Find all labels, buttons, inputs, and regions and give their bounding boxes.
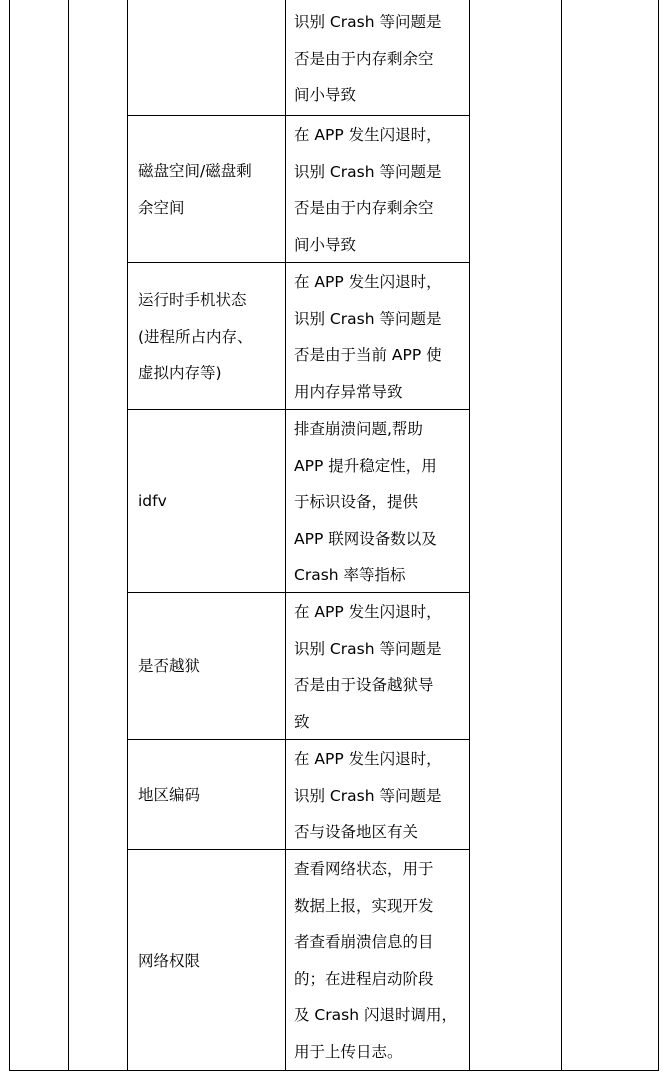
cell-line: 否是由于内存剩余空 xyxy=(294,199,434,217)
cell-line: 致 xyxy=(294,712,310,731)
cell-line: 余空间 xyxy=(138,198,185,217)
cell-line: 否是由于内存剩余空 xyxy=(294,49,434,68)
table-border-left xyxy=(9,0,10,1071)
purpose-cell xyxy=(294,851,466,1070)
cell-line: 否是由于当前 APP 使 xyxy=(294,346,442,364)
item-name-cell xyxy=(138,282,280,392)
cell-line: 运行时手机状态 xyxy=(138,291,247,309)
cell-line: 及 Crash 闪退时调用， xyxy=(294,1006,457,1024)
cell-line: 用于上传日志。 xyxy=(294,1042,403,1061)
cell-line: 用内存异常导致 xyxy=(294,382,403,401)
cell-line: 识别 Crash 等问题是 xyxy=(294,162,442,181)
cell-line: 识别 Crash 等问题是 xyxy=(294,786,442,805)
cell-line: 否是由于设备越狱导 xyxy=(294,676,434,694)
item-name-cell xyxy=(138,943,280,980)
cell-line: 否与设备地区有关 xyxy=(294,823,419,841)
purpose-cell xyxy=(294,741,466,851)
table-border-bottom xyxy=(9,1070,659,1071)
cell-line: APP 联网设备数以及 xyxy=(294,529,437,548)
cell-line: 在 APP 发生闪退时， xyxy=(294,603,442,621)
column-divider-5 xyxy=(561,0,562,1071)
cell-line: 查看网络状态，用于 xyxy=(294,860,434,878)
table-border-right xyxy=(658,0,659,1071)
cell-line: 间小导致 xyxy=(294,235,357,254)
cell-line: APP 提升稳定性，用 xyxy=(294,456,437,475)
item-name-cell xyxy=(138,483,280,520)
purpose-cell xyxy=(294,4,466,114)
cell-line: 磁盘空间/磁盘剩 xyxy=(138,162,252,180)
cell-line: 识别 Crash 等问题是 xyxy=(294,13,442,31)
item-name-cell xyxy=(138,153,280,226)
column-divider-2 xyxy=(127,0,128,1071)
cell-line: 识别 Crash 等问题是 xyxy=(294,309,442,328)
purpose-cell xyxy=(294,411,466,594)
column-divider-3 xyxy=(285,0,286,1071)
cell-line: 者查看崩溃信息的目 xyxy=(294,933,434,951)
cell-line: 的；在进程启动阶段 xyxy=(294,969,434,988)
cell-line: 识别 Crash 等问题是 xyxy=(294,639,442,658)
purpose-cell xyxy=(294,594,466,740)
cell-line: 于标识设备，提供 xyxy=(294,493,419,511)
purpose-cell xyxy=(294,117,466,263)
item-name-cell xyxy=(138,777,280,814)
cell-line: idfv xyxy=(138,492,167,510)
row-divider xyxy=(127,115,469,116)
cell-line: 数据上报，实现开发 xyxy=(294,896,434,915)
cell-line: (进程所占内存、 xyxy=(138,327,253,346)
cell-line: Crash 率等指标 xyxy=(294,566,406,584)
cell-line: 网络权限 xyxy=(138,952,201,970)
cell-line: 在 APP 发生闪退时， xyxy=(294,750,442,768)
cell-line: 在 APP 发生闪退时， xyxy=(294,126,442,144)
cell-line: 虚拟内存等) xyxy=(138,364,222,382)
column-divider-1 xyxy=(68,0,69,1071)
cell-line: 地区编码 xyxy=(138,786,201,804)
purpose-cell xyxy=(294,264,466,410)
cell-line: 排查崩溃问题,帮助 xyxy=(294,420,423,438)
cell-line: 在 APP 发生闪退时， xyxy=(294,273,442,291)
cell-line: 间小导致 xyxy=(294,86,357,104)
column-divider-4 xyxy=(469,0,470,1071)
cell-line: 是否越狱 xyxy=(138,657,201,675)
item-name-cell xyxy=(138,648,280,685)
